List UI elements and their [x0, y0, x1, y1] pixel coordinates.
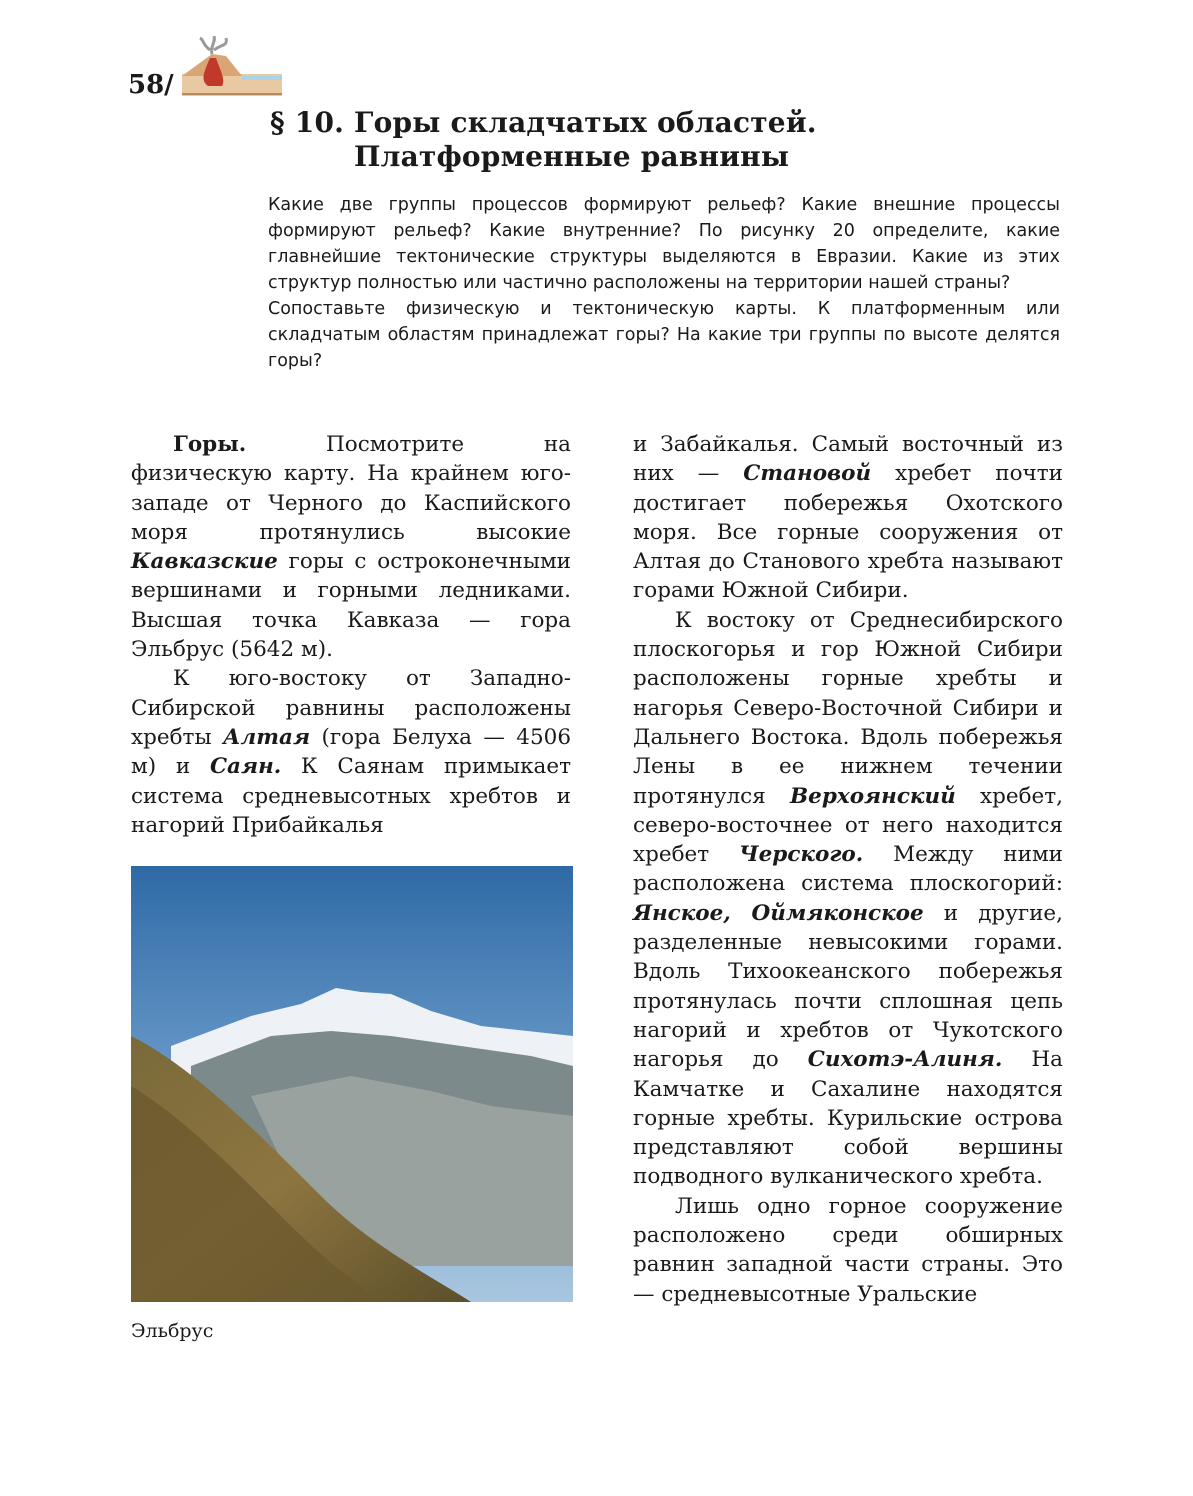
text-run: хребет почти достигает побережья Охотского моря. Все горные сооружения от Алтая до Станового хребта называют горами Южной Сибири. — [633, 461, 1063, 604]
text-run: и Забайкалья. Самый восточный из них — — [633, 432, 1063, 487]
paragraph-stanovoy — [633, 430, 1063, 606]
key-term: Янское, Оймяконское — [633, 900, 924, 926]
text-run: (гора Белуха — 4506 м) и — [131, 724, 571, 780]
paragraph-mountains — [131, 430, 571, 664]
text-run: К Саянам примыкает система средневысотных хребтов и нагорий Прибайкалья — [131, 754, 571, 838]
volcano-icon — [182, 36, 282, 98]
paragraph-northeast — [633, 606, 1063, 1192]
text-run: К востоку от Среднесибирского плоскогорья и гор Южной Сибири расположены горные хребты и нагорья Северо-Восточной Сибири и Дальнего Востока. Вдоль побережья Лены в ее нижнем течении протянулся — [633, 607, 1063, 809]
title-line-1: § 10. Горы складчатых областей. — [270, 106, 817, 139]
text-run: Между ними расположена система плоскогорий: — [633, 842, 1063, 897]
key-term: Кавказские — [131, 549, 278, 575]
right-column — [633, 430, 1063, 1309]
title-line-2: Платформенные равнины — [354, 140, 790, 173]
section-title — [270, 106, 817, 174]
key-term: Саян. — [209, 754, 282, 780]
elbrus-photo — [131, 866, 573, 1302]
page-number: 58/ — [128, 70, 174, 100]
text-run: К юго-востоку от Западно-Сибирской равнины расположены хребты — [131, 666, 571, 750]
left-column — [131, 430, 571, 840]
review-questions — [268, 192, 1060, 374]
key-term: Алтая — [223, 724, 311, 750]
paragraph-ural — [633, 1192, 1063, 1309]
key-term: Становой — [743, 461, 872, 487]
photo-caption: Эльбрус — [131, 1320, 214, 1342]
paragraph-altai — [131, 664, 571, 840]
text-run: горы с остроконечными вершинами и горными ледниками. Высшая точка Кавказа — гора Эльбрус (5642 м). — [131, 549, 571, 663]
text-run: Лишь одно горное сооружение расположено среди обширных равнин западной части страны. Это — средневысотные Уральские — [633, 1193, 1063, 1307]
text-run: хребет, северо-восточнее от него находится хребет — [633, 783, 1063, 868]
key-term: Верхоянский — [790, 783, 956, 809]
text-run: Посмотрите на физическую карту. На крайнем юго-западе от Черного до Каспийского моря протянулись высокие — [131, 432, 571, 545]
key-term: Черского. — [739, 842, 864, 868]
question-paragraph: Сопоставьте физическую и тектоническую карты. К платформенным или складчатым областям принадлежат горы? На какие три группы по высоте делятся горы? — [268, 299, 1060, 371]
lead-term: Горы. — [173, 432, 247, 457]
question-paragraph: Какие две группы процессов формируют рельеф? Какие внешние процессы формируют рельеф? Какие внутренние? По рисунку 20 определите, какие главнейшие тектонические структуры выделяются в Евразии. Какие из этих структур полностью или частично расположены на территории нашей страны? — [268, 195, 1060, 293]
text-run: и другие, разделенные невысокими горами. Вдоль Тихоокеанского побережья протянулась почти сплошная цепь нагорий и хребтов от Чукотского нагорья до — [633, 900, 1063, 1073]
key-term: Сихотэ-Алиня. — [807, 1047, 1003, 1073]
text-run: На Камчатке и Сахалине находятся горные хребты. Курильские острова представляют собой вершины подводного вулканического хребта. — [633, 1047, 1063, 1190]
